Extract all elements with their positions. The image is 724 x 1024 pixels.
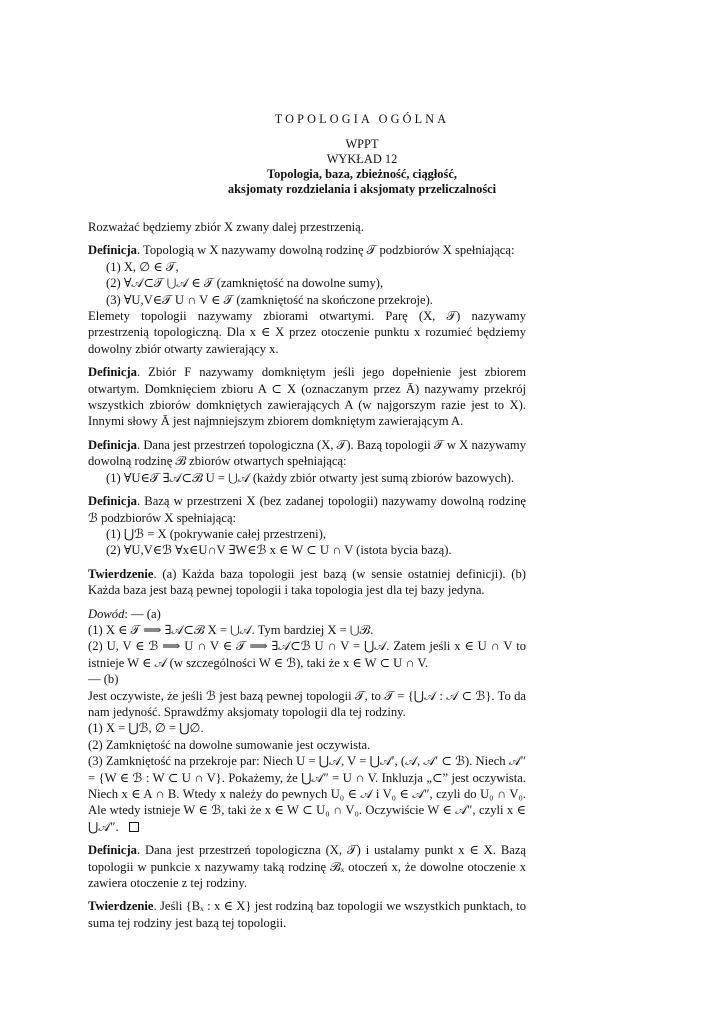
- definition-base: [88, 493, 526, 526]
- list-item: (1) X, ∅ ∈ 𝒯,: [106, 259, 179, 274]
- proof-line: Jest oczywiste, że jeśli ℬ jest bazą pewnej topologii 𝒯, to 𝒯 = {⋃𝒜 : 𝒜 ⊂ ℬ}. To da nam jedyność. Sprawdźmy aksjomaty topologii dla tej rodziny.: [88, 688, 526, 719]
- intro-paragraph: Rozważać będziemy zbiór X zwany dalej przestrzenią.: [88, 220, 364, 234]
- definition-label: Definicja: [88, 365, 137, 380]
- theorem-text: . Jeśli {Bₓ : x ∈ X} jest rodziną baz topologii we wszystkich punktach, to suma tej rodziny jest bazą tej topologii.: [88, 899, 526, 930]
- lecture-number: WYKŁAD 12: [326, 152, 398, 166]
- qed-box-icon: [129, 822, 139, 832]
- document-body: [88, 219, 526, 931]
- list-item: (2) ∀𝒜⊂𝒯 ⋃𝒜 ∈ 𝒯 (zamkniętość na dowolne sumy),: [106, 276, 384, 291]
- lecture-title-line2: aksjomaty rozdzielania i aksjomaty przeliczalności: [227, 182, 497, 196]
- open-sets-paragraph: Elemety topologii nazywamy zbiorami otwartymi. Parę (X, 𝒯) nazywamy przestrzenią topologiczną. Dla x ∈ X przez otoczenie punktu x rozumieć będziemy dowolny zbiór otwarty zawierający x.: [88, 309, 526, 356]
- proof-line: (1) X ∈ 𝒯 ⟹ ∃𝒜⊂ℬ X = ⋃𝒜. Tym bardziej X = ⋃ℬ.: [88, 622, 374, 637]
- list-item: (1) ⋃ℬ = X (pokrywanie całej przestrzeni),: [106, 526, 326, 541]
- school-name: WPPT: [345, 137, 379, 151]
- proof-label: Dowód: [88, 606, 125, 621]
- proof-line: [88, 753, 526, 835]
- definition-label: Definicja: [88, 843, 137, 858]
- proof-line: (1) X = ⋃ℬ, ∅ = ⋃∅.: [88, 721, 204, 736]
- list-item: (2) ∀U,V∈ℬ ∀x∈U∩V ∃W∈ℬ x ∈ W ⊂ U ∩ V (istota bycia bazą).: [106, 543, 452, 558]
- proof-text: (3) Zamkniętość na przekroje par: Niech U = ⋃𝒜, V = ⋃𝒜′, (𝒜, 𝒜′ ⊂ ℬ). Niech 𝒜″ = {W ∈ ℬ : W ⊂ U ∩ V}. Pokażemy, że ⋃𝒜″ = U ∩ V. Inkluzja „⊂” jest oczywista. Niech x ∈ A ∩ B. Wtedy x należy do pewnych U₀ ∈ 𝒜 i V₀ ∈ 𝒜″, czyli do U₀ ∩ V₀. Ale wtedy istnieje W ∈ ℬ, taki że x ∈ W ⊂ U₀ ∩ V₀. Oczywiście W ∈ 𝒜″, czyli x ∈ ⋃𝒜″.: [88, 754, 526, 834]
- definition-topology-base-list: [106, 470, 526, 486]
- proof-line: (2) Zamkniętość na dowolne sumowanie jest oczywista.: [88, 737, 371, 752]
- definition-local-base: [88, 842, 526, 891]
- list-item: (3) ∀U,V∈𝒯 U ∩ V ∈ 𝒯 (zamkniętość na skończone przekroje).: [106, 292, 433, 307]
- definition-text: . Bazą w przestrzeni X (bez zadanej topologii) nazywamy dowolną rodzinę ℬ podzbiorów X spełniającą:: [88, 494, 526, 525]
- definition-label: Definicja: [88, 494, 137, 509]
- theorem-text: . (a) Każda baza topologii jest bazą (w sensie ostatniej definicji). (b) Każda baza jest bazą pewnej topologii i taka topologia jest dla tej bazy jedyna.: [88, 566, 526, 598]
- lecture-title-line1: Topologia, baza, zbieżność, ciągłość,: [267, 167, 457, 181]
- definition-topology: [88, 242, 526, 258]
- theorem-label: Twierdzenie: [88, 899, 154, 914]
- theorem-base: [88, 566, 526, 599]
- definition-closed: [88, 364, 526, 430]
- definition-text: . Dana jest przestrzeń topologiczna (X, 𝒯) i ustalamy punkt x ∈ X. Bazą topologii w punkcie x nazywamy taką rodzinę ℬₓ otoczeń x, że dowolne otoczenie x zawiera otoczenie z tej rodziny.: [88, 843, 526, 891]
- proof-line: (2) U, V ∈ ℬ ⟹ U ∩ V ∈ 𝒯 ⟹ ∃𝒜⊂ℬ U ∩ V = ⋃𝒜. Zatem jeśli x ∈ U ∩ V to istnieje W ∈ 𝒜 (w szczególności W ∈ ℬ), taki że x ∈ W ⊂ U ∩ V.: [88, 639, 526, 670]
- list-item: (1) ∀U∈𝒯 ∃𝒜⊂ℬ U = ⋃𝒜 (każdy zbiór otwarty jest sumą zbiorów bazowych).: [106, 470, 515, 485]
- definition-topology-list: [106, 259, 526, 308]
- definition-text: . Topologią w X nazywamy dowolną rodzinę 𝒯 podzbiorów X spełniającą:: [136, 243, 515, 258]
- course-title: TOPOLOGIA OGÓLNA: [274, 112, 450, 126]
- theorem-local-bases: [88, 898, 526, 931]
- proof-block: [88, 606, 526, 836]
- proof-text: : — (a): [124, 606, 161, 621]
- definition-label: Definicja: [88, 437, 137, 452]
- theorem-label: Twierdzenie: [88, 566, 154, 581]
- definition-text: . Dana jest przestrzeń topologiczna (X, 𝒯). Bazą topologii 𝒯 w X nazywamy dowolną rodzinę ℬ zbiorów otwartych spełniającą:: [88, 437, 526, 469]
- definition-label: Definicja: [88, 243, 137, 258]
- proof-line: [88, 606, 526, 622]
- definition-topology-base: [88, 437, 526, 470]
- definition-text: . Zbiór F nazywamy domkniętym jeśli jego dopełnienie jest zbiorem otwartym. Domknięciem zbioru A ⊂ X (oznaczanym przez Ā) nazywamy przekrój wszystkich zbiorów domkniętych zawierających A (w najgorszym razie jest to X). Innymi słowy Ā jest najmniejszym zbiorem domkniętym zawierającym A.: [88, 365, 526, 429]
- definition-base-list: [106, 526, 526, 559]
- proof-line: — (b): [88, 672, 119, 687]
